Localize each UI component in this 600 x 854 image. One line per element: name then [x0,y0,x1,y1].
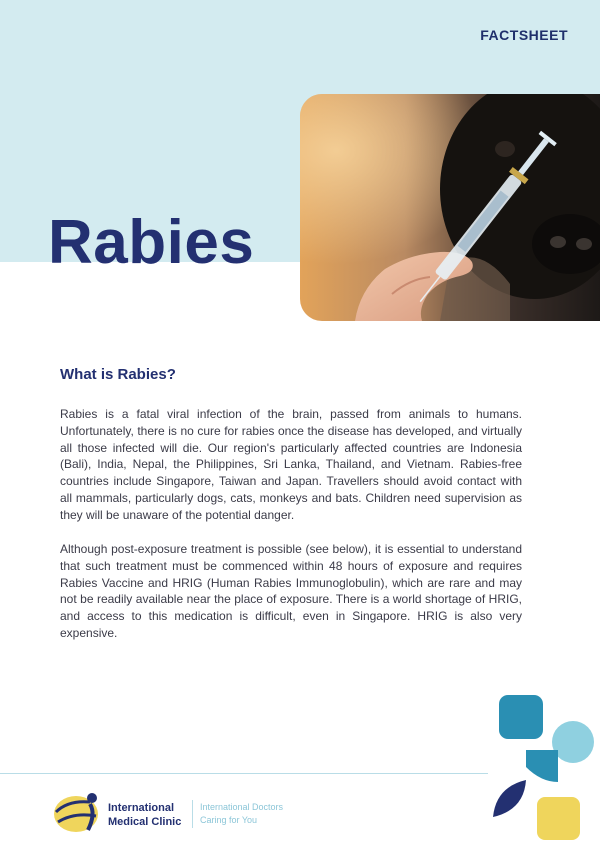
navy-leaf-shape [493,780,526,817]
teal-square-shape [499,695,543,739]
logo-divider [192,800,193,828]
clinic-name [108,801,181,829]
clinic-logo-icon [50,790,104,841]
paragraph-treatment: Although post-exposure treatment is possible (see below), it is essential to understand that such treatment must be commenced within 48 hours of exposure and requires Rabies Vaccine and HRIG (Human Rabies Immunoglobulin), which are rare and may not be readily available near the place of exposure. There is a world shortage of HRIG, and access to this medication is difficult, even in Singapore. HRIG is also very expensive. [60,542,522,640]
clinic-name-line1: International [108,802,175,814]
hero-photo [300,94,600,321]
doc-type-label: FACTSHEET [480,27,568,43]
tagline-line2: Caring for You [200,814,258,825]
paragraph-intro: Rabies is a fatal viral infection of the brain, passed from animals to humans. Unfortunately, there is no cure for rabies once the disease has developed, and virtually all those infected will die. Our region's particularly affected countries are Indonesia (Bali), India, Nepal, the Philippines, Sri Lanka, Thailand, and Vietnam. Rabies-free countries include Singapore, Taiwan and Japan. Travellers should avoid contact with all mammals, particularly dogs, cats, monkeys and bats. Children need supervision as they will be unaware of the potential danger. [60,407,522,522]
light-teal-circle-shape [552,721,594,763]
clinic-tagline [200,801,283,826]
section-heading: What is Rabies? [60,366,176,383]
decorative-shapes [486,692,600,849]
page-title: Rabies [48,208,255,277]
teal-leaf-shape [526,750,558,782]
footer-divider [0,773,488,774]
tagline-line1: International Doctors [200,802,284,812]
dog-syringe-illustration [300,94,600,321]
clinic-name-line2: Medical Clinic [108,816,182,828]
yellow-square-shape [537,797,580,840]
